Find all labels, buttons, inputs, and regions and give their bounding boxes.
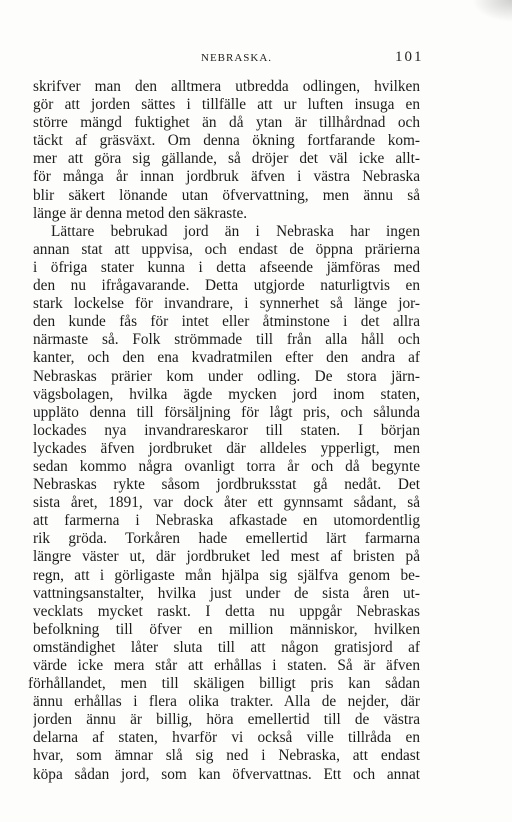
text-line: större mängd fuktighet än då ytan är tillhårdnad och [33, 114, 420, 132]
text-line: vägsbolagen, hvilka ägde mycken jord inom staten, [33, 385, 420, 403]
text-line: den nu ifrågavarande. Detta utgjorde naturligtvis en [33, 277, 420, 295]
text-line: skrifver man den alltmera utbredda odlingen, hvilken [33, 78, 420, 95]
body-text [28, 78, 420, 784]
text-line: hvar, som ämnar slå sig ned i Nebraska, att endast [33, 747, 420, 765]
text-line: rik gröda. Torkåren hade emellertid lärt farmarna [33, 530, 420, 548]
text-line: delarna af staten, hvarför vi också ville tillråda en [33, 729, 420, 747]
text-line: den kunde fås för intet eller åtminstone i det allra [33, 313, 420, 331]
text-line: blir säkert lönande utan öfvervattning, men ännu så [33, 186, 420, 204]
text-line: närmaste så. Folk strömmade till från alla håll och [33, 331, 420, 349]
text-line: värde icke mera står att erhållas i staten. Så är äfven [33, 657, 420, 674]
text-line: gör att jorden sättes i tillfälle att ur luften insuga en [33, 96, 420, 114]
text-line: kanter, och den ena kvadratmilen efter den andra af [33, 349, 420, 367]
text-line: Nebraskas rykte såsom jordbruksstat gå nedåt. Det [33, 476, 420, 494]
text-line: täckt af gräsväxt. Om denna ökning fortfarande kom- [33, 132, 420, 150]
text-line: ännu erhållas i flera olika trakter. Alla de nejder, där [33, 693, 420, 711]
text-line: omständighet låter sluta till att någon gratisjord af [33, 638, 420, 656]
running-head-title: NEBRASKA. [201, 52, 273, 64]
text-line: befolkning till öfver en million människor, hvilken [33, 620, 420, 638]
text-line: Nebraskas prärier kom under odling. De stora järn- [33, 367, 420, 385]
running-head [0, 49, 512, 70]
text-line: lockades nya invandrareskaror till staten. I början [33, 421, 420, 439]
text-line: vattningsanstalter, hvilka just under de sista åren ut- [33, 584, 420, 602]
page-corner-shadow [472, 0, 512, 22]
text-line: längre väster ut, där jordbruket led mest af bristen på [33, 548, 420, 566]
text-line: mer att göra sig gällande, så dröjer det väl icke allt- [33, 150, 420, 168]
text-line: köpa sådan jord, som kan öfvervattnas. Ett och annat [33, 765, 420, 783]
text-line: sista året, 1891, var dock åter ett gynnsamt sådant, så [33, 494, 420, 512]
text-line: vecklats mycket raskt. I detta nu uppgår Nebraskas [33, 602, 420, 620]
paragraph-end-line: länge är denna metod den säkraste. [33, 204, 248, 222]
text-line: annan stat att uppvisa, och endast de öppna prärierna [33, 240, 420, 258]
text-line: sedan kommo några ovanligt torra år och då begynte [33, 457, 420, 475]
text-line: jorden ännu är billig, höra emellertid till de västra [33, 711, 420, 729]
text-line: att farmerna i Nebraska afkastade en utomordentlig [33, 512, 420, 530]
page-number: 101 [395, 49, 424, 65]
paragraph-start-line: Lättare bebrukad jord än i Nebraska har ingen [51, 222, 420, 240]
text-line: uppläto denna till försäljning för lågt pris, och sålunda [33, 403, 420, 421]
text-line: för många år innan jordbruk äfven i västra Nebraska [33, 168, 420, 186]
text-line: förhållandet, men till skäligen billigt pris kan sådan [28, 675, 420, 693]
text-line: regn, att i görligaste mån hjälpa sig själfva genom be- [33, 566, 420, 584]
text-line: lyckades äfven jordbruket där alldeles ypperligt, men [33, 439, 420, 457]
text-line: i öfriga stater kunna i detta afseende jämföras med [33, 258, 420, 276]
text-line: stark lockelse för invandrare, i synnerhet så länge jor- [33, 295, 420, 313]
